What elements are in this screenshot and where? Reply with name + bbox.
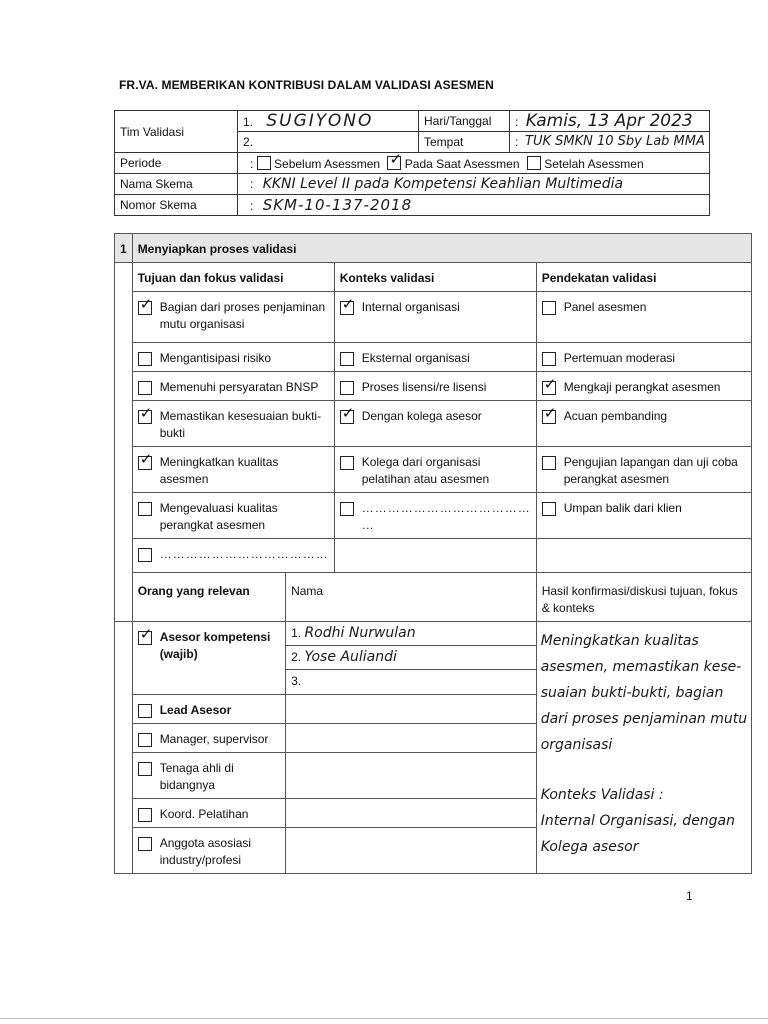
col-header-pendekatan: Pendekatan validasi	[536, 263, 751, 292]
validation-table	[114, 233, 752, 874]
checkbox-checked[interactable]	[138, 450, 153, 470]
option-label: Asesor kompetensi (wajib)	[159, 630, 271, 661]
manager-name[interactable]	[286, 724, 537, 753]
pendekatan-option[interactable]	[536, 493, 751, 539]
lead-asesor-option[interactable]	[132, 695, 285, 724]
asesor-kompetensi-option[interactable]	[132, 622, 285, 695]
pendekatan-option[interactable]	[536, 401, 751, 447]
option-label: Pertemuan moderasi	[563, 351, 676, 365]
option-label: Meningkatkan kualitas asesmen	[159, 455, 279, 486]
option-label: Dengan kolega asesor	[361, 409, 482, 423]
tujuan-option[interactable]	[132, 343, 334, 372]
checkbox[interactable]	[340, 352, 354, 366]
hari-value: Kamis, 13 Apr 2023	[525, 111, 693, 131]
option-label: Anggota asosiasi industry/profesi	[159, 836, 252, 867]
option-label: Kolega dari organisasi pelatihan atau asesmen	[361, 455, 490, 486]
option-label: Mengevaluasi kualitas perangkat asesmen	[159, 501, 278, 532]
check-icon: ✓	[341, 404, 355, 422]
periode-options	[238, 149, 710, 174]
hasil-header: Hasil konfirmasi/diskusi tujuan, fokus & konteks	[536, 573, 751, 622]
tim-1-value: SUGIYONO	[266, 111, 374, 131]
name-value: Yose Auliandi	[304, 649, 397, 665]
page-edge	[0, 1018, 768, 1019]
checkbox[interactable]	[138, 381, 152, 395]
option-label: Memenuhi persyaratan BNSP	[159, 380, 319, 394]
option-label: Setelah Asessmen	[544, 156, 644, 171]
option-label: Koord. Pelatihan	[159, 807, 249, 821]
checkbox[interactable]	[257, 156, 271, 170]
tujuan-option[interactable]	[132, 539, 334, 573]
tenaga-ahli-option[interactable]	[132, 753, 285, 799]
option-label: Umpan balik dari klien	[563, 501, 682, 515]
pendekatan-empty	[536, 539, 751, 573]
pendekatan-option[interactable]	[536, 447, 751, 493]
hasil-line: Konteks Validasi :	[540, 787, 664, 803]
pendekatan-option[interactable]	[536, 343, 751, 372]
option-label: Lead Asesor	[159, 703, 232, 717]
hasil-line: organisasi	[540, 737, 613, 753]
tempat-label: Tempat	[419, 132, 510, 153]
checkbox-checked[interactable]	[340, 404, 355, 424]
checkbox-checked[interactable]	[138, 625, 153, 645]
tim-2-number: 2.	[243, 135, 254, 149]
pendekatan-option[interactable]	[536, 372, 751, 401]
nama-header: Nama	[286, 573, 537, 622]
check-icon: ✓	[389, 149, 403, 168]
hasil-line: suaian bukti-bukti, bagian	[540, 685, 724, 701]
checkbox-checked[interactable]	[542, 404, 557, 424]
checkbox[interactable]	[138, 704, 152, 718]
check-icon: ✓	[139, 625, 153, 643]
hasil-line: Internal Organisasi, dengan	[540, 813, 736, 829]
checkbox-checked[interactable]	[138, 404, 153, 424]
option-label: Manager, supervisor	[159, 732, 269, 746]
option-label: Panel asesmen	[563, 300, 647, 314]
tenaga-ahli-name[interactable]	[286, 753, 537, 799]
checkbox[interactable]	[138, 352, 152, 366]
konteks-option[interactable]	[334, 292, 536, 343]
koord-pelatihan-name[interactable]	[286, 799, 537, 828]
nama-skema-cell[interactable]	[238, 174, 710, 195]
periode-option-sebelum[interactable]	[257, 157, 380, 171]
checkbox[interactable]	[138, 548, 152, 562]
pendekatan-option[interactable]	[536, 292, 751, 343]
name-value: Rodhi Nurwulan	[304, 625, 416, 641]
tim-1-number: 1.	[243, 115, 254, 129]
option-label: Internal organisasi	[361, 300, 460, 314]
konteks-option[interactable]	[334, 372, 536, 401]
nomor-skema-cell[interactable]	[238, 195, 710, 216]
page-number: 1	[686, 889, 693, 903]
form-title: FR.VA. MEMBERIKAN KONTRIBUSI DALAM VALIDASI ASESMEN	[119, 78, 494, 92]
anggota-asosiasi-name[interactable]	[286, 828, 537, 874]
col-header-tujuan: Tujuan dan fokus validasi	[132, 263, 334, 292]
konteks-option[interactable]	[334, 401, 536, 447]
check-icon: ✓	[341, 295, 355, 313]
option-label: Sebelum Asessmen	[274, 156, 381, 171]
option-label: Proses lisensi/re lisensi	[361, 380, 487, 394]
checkbox[interactable]	[138, 762, 152, 776]
tim-member-1[interactable]	[238, 111, 419, 132]
checkbox[interactable]	[138, 837, 152, 851]
option-label: Bagian dari proses penjaminan mutu organisasi	[159, 300, 326, 331]
checkbox[interactable]	[340, 456, 354, 470]
tempat-value: TUK SMKN 10 Sby Lab MMA	[525, 134, 705, 149]
konteks-option[interactable]	[334, 493, 536, 539]
tujuan-option[interactable]	[132, 292, 334, 343]
checkbox[interactable]	[340, 502, 354, 516]
option-label: Memastikan kesesuaian bukti-bukti	[159, 409, 322, 440]
name-number: 3.	[291, 674, 302, 688]
section-title: Menyiapkan proses validasi	[132, 234, 751, 263]
name-number: 2.	[291, 650, 302, 664]
tujuan-option[interactable]	[132, 493, 334, 539]
option-label: Mengantisipasi risiko	[159, 351, 272, 365]
checkbox-checked[interactable]	[340, 295, 355, 315]
checkbox[interactable]	[542, 502, 556, 516]
checkbox[interactable]	[138, 808, 152, 822]
checkbox[interactable]	[542, 456, 556, 470]
section-spacer	[115, 263, 133, 622]
tim-validasi-label: Tim Validasi	[115, 111, 238, 153]
colon: :	[250, 199, 254, 213]
orang-header: Orang yang relevan	[132, 573, 285, 622]
check-icon: ✓	[139, 404, 153, 422]
checkbox[interactable]	[340, 381, 354, 395]
name-number: 1.	[291, 626, 302, 640]
lead-asesor-name[interactable]	[286, 695, 537, 724]
checkbox[interactable]	[138, 733, 152, 747]
hasil-line: dari proses penjaminan mutu	[540, 711, 748, 727]
konteks-option[interactable]	[334, 447, 536, 493]
periode-option-setelah[interactable]	[527, 157, 644, 171]
checkbox[interactable]	[542, 301, 556, 315]
asesor-name-2[interactable]	[286, 646, 537, 670]
hasil-cell[interactable]	[536, 622, 751, 874]
checkbox[interactable]	[138, 502, 152, 516]
check-icon: ✓	[139, 450, 153, 468]
konteks-empty	[334, 539, 536, 573]
colon: :	[250, 177, 254, 191]
nomor-skema-label: Nomor Skema	[115, 195, 238, 216]
colon: :	[250, 156, 254, 171]
option-label: Pengujian lapangan dan uji coba perangkat asesmen	[563, 455, 738, 486]
konteks-option[interactable]	[334, 343, 536, 372]
hari-value-cell[interactable]	[510, 111, 710, 132]
nama-skema-value: KKNI Level II pada Kompetensi Keahlian Multimedia	[262, 176, 624, 192]
option-label: ………………………………… …	[361, 501, 531, 532]
section-number: 1	[115, 234, 133, 263]
hari-label: Hari/Tanggal	[419, 111, 510, 132]
col-header-konteks: Konteks validasi	[334, 263, 536, 292]
people-spacer	[115, 622, 133, 874]
anggota-asosiasi-option[interactable]	[132, 828, 285, 874]
check-icon: ✓	[139, 295, 153, 313]
checkbox[interactable]	[542, 352, 556, 366]
option-label: Eksternal organisasi	[361, 351, 470, 365]
hasil-line: Meningkatkan kualitas	[540, 633, 699, 649]
option-label: Acuan pembanding	[563, 409, 668, 423]
option-label: …………………………………	[159, 547, 329, 561]
manager-option[interactable]	[132, 724, 285, 753]
tujuan-option[interactable]	[132, 372, 334, 401]
tujuan-option[interactable]	[132, 401, 334, 447]
option-label: Pada Saat Asessmen	[404, 156, 520, 171]
checkbox-checked[interactable]	[542, 375, 557, 395]
colon: :	[515, 115, 519, 129]
hasil-line: Kolega asesor	[540, 839, 639, 855]
info-table	[114, 110, 710, 216]
koord-pelatihan-option[interactable]	[132, 799, 285, 828]
colon: :	[515, 135, 519, 149]
option-label: Tenaga ahli di bidangnya	[159, 761, 234, 792]
asesor-name-3[interactable]	[286, 670, 537, 695]
nomor-skema-value: SKM-10-137-2018	[262, 196, 413, 214]
asesor-name-1[interactable]	[286, 622, 537, 646]
check-icon: ✓	[543, 375, 557, 393]
periode-option-pada-saat[interactable]	[387, 149, 520, 171]
tujuan-option[interactable]	[132, 447, 334, 493]
nama-skema-label: Nama Skema	[115, 174, 238, 195]
checkbox[interactable]	[527, 156, 541, 170]
checkbox-checked[interactable]	[138, 295, 153, 315]
checkbox-checked[interactable]	[387, 149, 403, 170]
periode-label: Periode	[115, 153, 238, 174]
check-icon: ✓	[543, 404, 557, 422]
tempat-value-cell[interactable]	[510, 132, 710, 153]
option-label: Mengkaji perangkat asesmen	[563, 380, 721, 394]
hasil-line: asesmen, memastikan kese-	[540, 659, 742, 675]
